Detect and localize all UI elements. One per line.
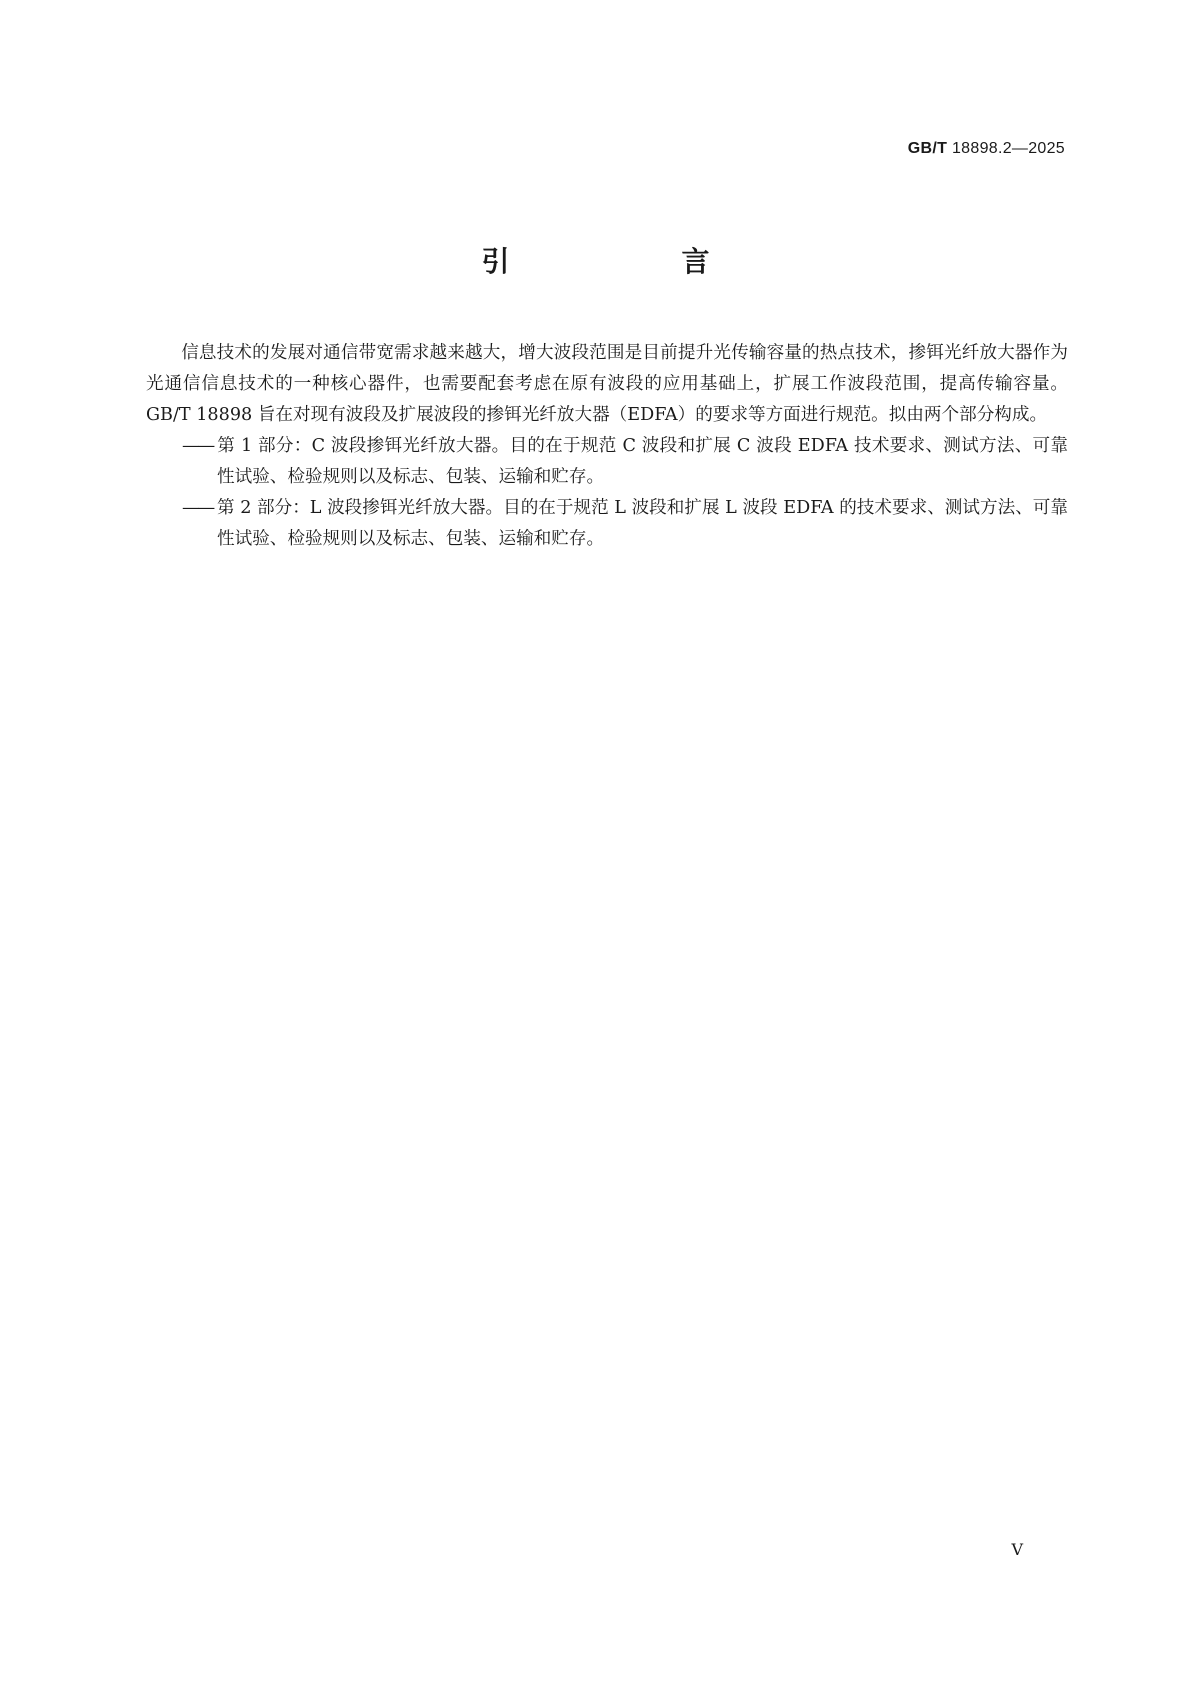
list-item-part-1	[146, 431, 1068, 493]
list-item-part-2	[146, 493, 1068, 555]
standard-number: 18898.2—2025	[951, 140, 1065, 157]
list-dash: ——	[182, 436, 214, 456]
list-dash: ——	[182, 498, 214, 518]
list-item-text: 第 2 部分：L 波段掺铒光纤放大器。目的在于规范 L 波段和扩展 L 波段 EDFA 的技术要求、测试方法、可靠性试验、检验规则以及标志、包装、运输和贮存。	[217, 498, 1068, 549]
page-number: V	[1011, 1540, 1023, 1559]
page-title: 引 言	[481, 245, 782, 278]
standard-code	[908, 140, 1065, 158]
body-text	[146, 338, 1068, 555]
list-item-text: 第 1 部分：C 波段掺铒光纤放大器。目的在于规范 C 波段和扩展 C 波段 EDFA 技术要求、测试方法、可靠性试验、检验规则以及标志、包装、运输和贮存。	[217, 436, 1068, 487]
intro-paragraph: 信息技术的发展对通信带宽需求越来越大，增大波段范围是目前提升光传输容量的热点技术，掺铒光纤放大器作为光通信信息技术的一种核心器件，也需要配套考虑在原有波段的应用基础上，扩展工作波段范围，提高传输容量。GB/T 18898 旨在对现有波段及扩展波段的掺铒光纤放大器（EDFA）的要求等方面进行规范。拟由两个部分构成。	[146, 343, 1068, 425]
standard-prefix: GB/T	[907, 140, 948, 157]
